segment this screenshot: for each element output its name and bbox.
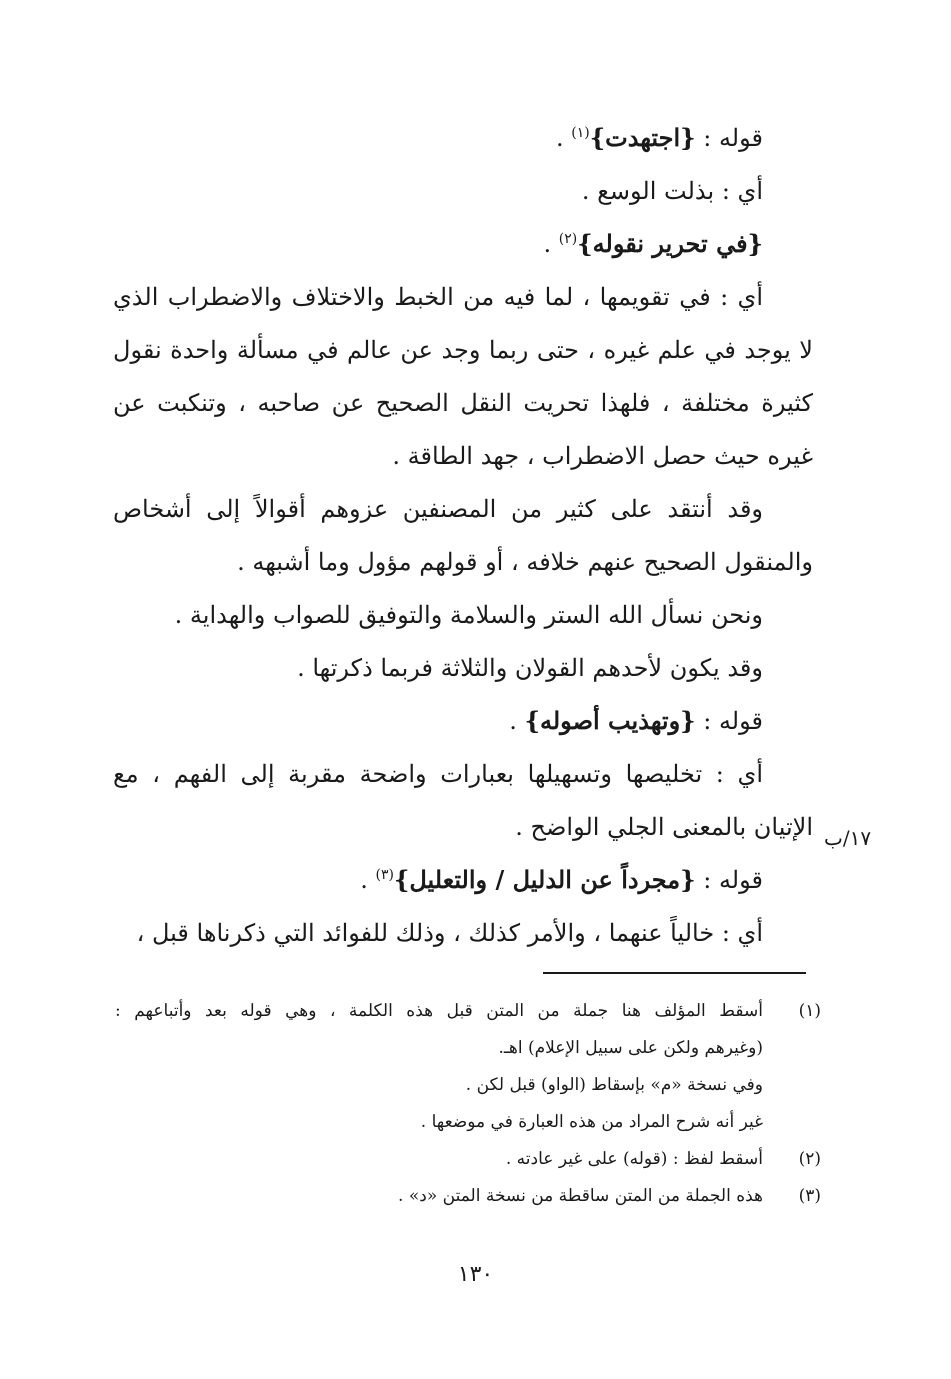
quoted-matn: {اجتهدت} [589,123,696,152]
footnotes [115,994,821,1216]
quoted-matn: {في تحرير نقوله} [577,229,763,258]
text-line: وقد يكون لأحدهم القولان والثلاثة فربما ذكرتها . [297,654,763,682]
footnote-continuation: (وغيرهم ولكن على سبيل الإعلام) اهـ. [498,1038,763,1058]
footnote: (٣)هذه الجملة من المتن ساقطة من نسخة المتن «د» . [115,1179,821,1216]
text-line: {في تحرير نقوله}$^{(٢)}$ . [543,229,763,258]
footnote-number: (١) [798,1001,821,1021]
text-line: قوله : {مجرداً عن الدليل / والتعليل}$^{(٣)}$ . [360,865,763,894]
footnote: (٢)أسقط لفظ : (قوله) على غير عادته . [115,1142,821,1179]
text-line: أي : تخليصها وتسهيلها بعبارات واضحة مقربة إلى الفهم ، مع [113,760,764,788]
text-line: لا يوجد في علم غيره ، حتى ربما وجد عن عالم في مسألة واحدة نقول [113,336,813,364]
footnote-ref: (٣) [375,867,394,883]
quoted-matn: {وتهذيب أصوله} [524,706,696,735]
text-line: وقد أنتقد على كثير من المصنفين عزوهم أقوالاً إلى أشخاص [113,495,763,523]
text-line: كثيرة مختلفة ، فلهذا تحريت النقل الصحيح عن صاحبه ، وتنكبت عن [113,389,813,417]
text-line: أي : خالياً عنهما ، والأمر كذلك ، وذلك للفوائد التي ذكرناها قبل ، [136,919,763,947]
page-number: ١٣٠ [457,1262,494,1287]
footnote-ref: (٢) [558,231,578,247]
main-text [113,114,813,962]
text-line: والمنقول الصحيح عنهم خلافه ، أو قولهم مؤول وما أشبهه . [237,548,813,576]
footnote-number: (٣) [798,1186,821,1206]
text-line: أي : في تقويمها ، لما فيه من الخبط والاختلاف والاضطراب الذي [113,283,763,311]
text-line: أي : بذلت الوسع . [581,177,763,205]
footnote-ref: (١) [571,125,590,141]
footnote-separator [543,972,806,974]
manuscript-folio-marker: ١٧/ب [824,826,872,850]
text-line: غيره حيث حصل الاضطراب ، جهد الطاقة . [392,442,813,470]
text-line: ونحن نسأل الله الستر والسلامة والتوفيق للصواب والهداية . [174,601,763,629]
footnote-continuation: غير أنه شرح المراد من هذه العبارة في موضعها . [420,1112,763,1132]
footnote-continuation: وفي نسخة «م» بإسقاط (الواو) قبل لكن . [465,1075,763,1095]
quoted-matn: {مجرداً عن الدليل / والتعليل} [393,865,696,894]
text-line: الإتيان بالمعنى الجلي الواضح . [515,813,813,841]
text-line: قوله : {وتهذيب أصوله} . [509,706,763,735]
text-line: قوله : {اجتهدت}$^{(١)}$ . [555,123,763,152]
footnote-number: (٢) [798,1149,821,1169]
footnote: (١)أسقط المؤلف هنا جملة من المتن قبل هذه الكلمة ، وهي قوله بعد وأتباعهم : [115,994,821,1031]
